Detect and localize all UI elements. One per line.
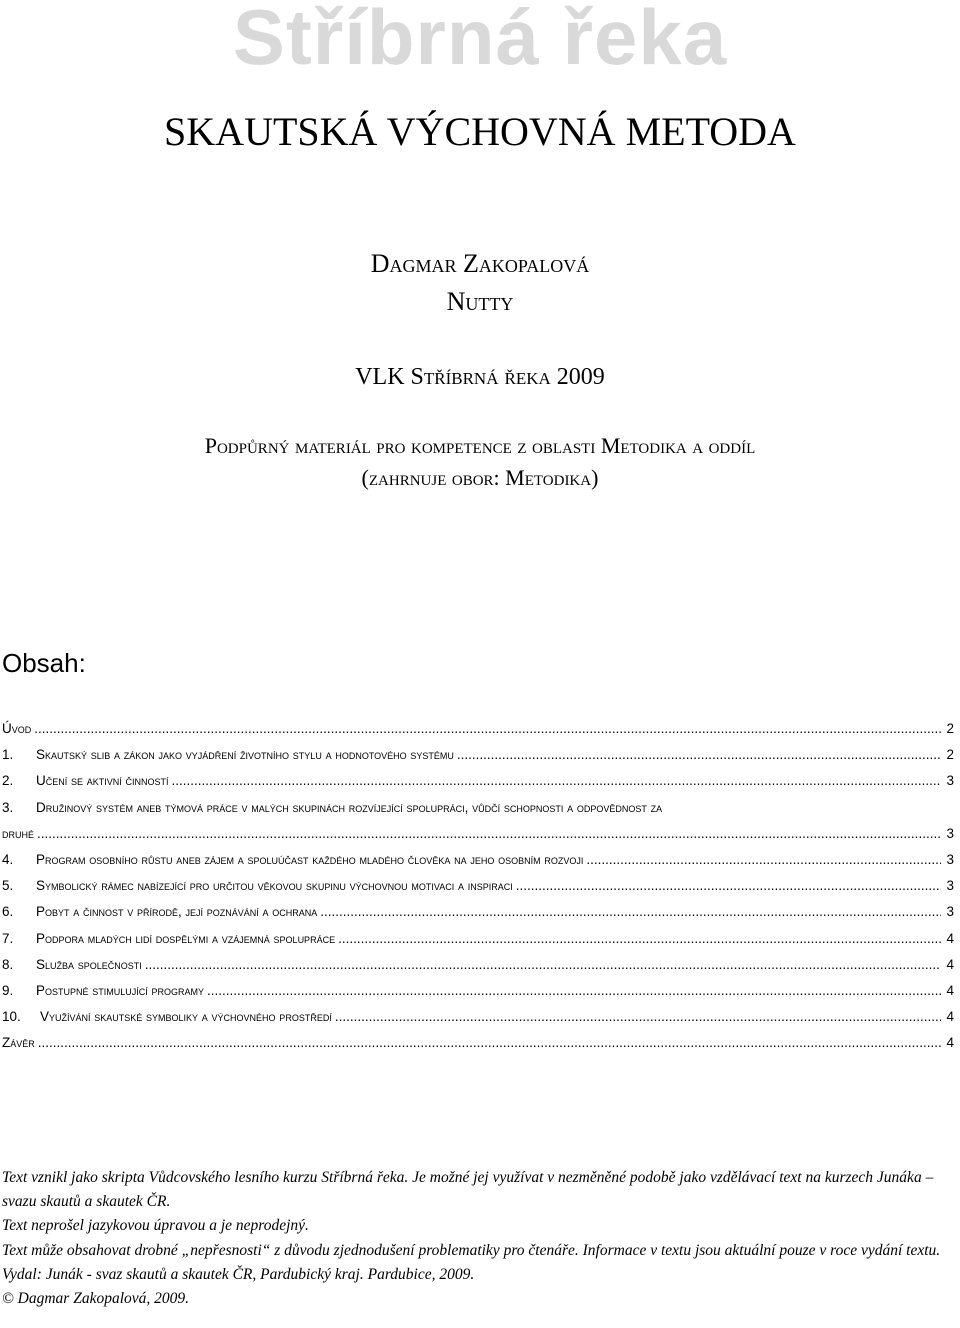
toc-entry-number: 8. (2, 956, 14, 972)
toc-entry-text: Služba společnosti (36, 956, 142, 972)
toc-entry-7[interactable] (2, 926, 954, 952)
toc-entry-text: Družinový systém aneb týmová práce v malých skupinách rozvíjející spolupráci, vůdčí schopnosti a odpovědnost za (36, 799, 663, 815)
toc-entry-number: 3. (2, 799, 14, 815)
toc-entry-text: Závěr (2, 1035, 35, 1051)
toc-entry-number: 4. (2, 851, 14, 867)
toc-entry-page: 2 (946, 721, 954, 736)
toc-entry-text: Podpora mladých lidí dospělými a vzájemná spolupráce (36, 930, 336, 946)
toc-entry-number: 10. (2, 1009, 21, 1025)
toc-entry-page: 3 (946, 904, 954, 920)
toc-leader (34, 716, 941, 742)
toc-entry-text: Učení se aktivní činností (36, 773, 169, 789)
toc-entry-page: 4 (946, 1009, 954, 1025)
table-of-contents (2, 716, 954, 1056)
toc-entry-page: 2 (946, 747, 954, 763)
author-nickname: Nutty (446, 287, 514, 316)
toc-entry-number: 5. (2, 878, 14, 894)
toc-entry-page: 4 (946, 930, 954, 946)
author-name: Dagmar Zakopalová (370, 249, 590, 278)
toc-leader (457, 742, 941, 768)
toc-entry-text: Symbolický rámec nabízející pro určitou věkovou skupinu výchovnou motivaci a inspiraci (36, 878, 513, 894)
toc-entry-4[interactable] (2, 847, 954, 873)
toc-entry-10[interactable] (2, 1004, 954, 1030)
toc-entry-text: Pobyt a činnost v přírodě, její poznávání a ochrana (36, 904, 318, 920)
toc-entry-2[interactable] (2, 768, 954, 794)
footer-notes (2, 1166, 958, 1311)
toc-entry-8[interactable] (2, 952, 954, 978)
toc-entry-text: Program osobního růstu aneb zájem a spoluúčast každého mladého člověka na jeho osobním rozvoji (36, 851, 584, 867)
toc-entry-zaver[interactable] (2, 1030, 954, 1056)
footer-note-publisher: Vydal: Junák - svaz skautů a skautek ČR, Pardubický kraj. Pardubice, 2009. (2, 1265, 475, 1283)
toc-entry-text: Skautský slib a zákon jako vyjádření životního stylu a hodnotového systému (36, 747, 454, 763)
toc-entry-page: 4 (946, 1035, 954, 1051)
toc-entry-3[interactable] (2, 795, 954, 847)
toc-entry-1[interactable] (2, 742, 954, 768)
toc-leader (516, 873, 941, 899)
toc-leader (37, 821, 941, 847)
toc-leader (586, 847, 941, 873)
toc-entry-page: 3 (946, 851, 954, 867)
toc-leader (335, 1004, 941, 1030)
toc-leader (207, 978, 941, 1004)
toc-leader (338, 926, 941, 952)
toc-entry-5[interactable] (2, 873, 954, 899)
main-title: SKAUTSKÁ VÝCHOVNÁ METODA (164, 109, 796, 154)
footer-note-language: Text neprošel jazykovou úpravou a je neprodejný. (2, 1217, 309, 1235)
footer-note-accuracy: Text může obsahovat drobné „nepřesnosti“ z důvodu zjednodušení problematiky pro čtenáře. Informace v textu jsou aktuální pouze v roce vydání textu. (2, 1241, 941, 1259)
toc-entry-text: Využívání skautské symboliky a výchovného prostředí (40, 1009, 332, 1025)
footer-note-copyright: © Dagmar Zakopalová, 2009. (2, 1290, 190, 1308)
toc-leader (172, 768, 941, 794)
toc-leader (145, 952, 941, 978)
toc-entry-number: 7. (2, 930, 14, 946)
toc-entry-6[interactable] (2, 899, 954, 925)
toc-entry-number: 2. (2, 773, 14, 789)
toc-entry-page: 4 (946, 956, 954, 972)
subtitle-line-2: (zahrnuje obor: Metodika) (361, 465, 599, 490)
toc-entry-number: 1. (2, 747, 14, 763)
toc-entry-page: 3 (946, 878, 954, 894)
toc-entry-number: 9. (2, 982, 14, 998)
toc-leader (320, 899, 941, 925)
toc-entry-page: 4 (946, 982, 954, 998)
footer-note-origin: Text vznikl jako skripta Vůdcovského lesního kurzu Stříbrná řeka. Je možné jej využívat v nezměněné podobě jako vzdělávací text na kurzech Junáka – svazu skautů a skautek ČR. (2, 1169, 934, 1211)
toc-entry-text: Úvod (2, 721, 32, 736)
course-name: VLK Stříbrná řeka 2009 (355, 364, 605, 390)
toc-entry-number: 6. (2, 904, 14, 920)
toc-leader (38, 1030, 941, 1056)
toc-entry-text: Postupné stimulující programy (36, 982, 205, 998)
subtitle-line-1: Podpůrný materiál pro kompetence z oblasti Metodika a oddíl (204, 433, 756, 458)
toc-entry-page: 3 (946, 773, 954, 789)
toc-entry-9[interactable] (2, 978, 954, 1004)
toc-heading: Obsah: (2, 648, 86, 678)
toc-entry-text-continued: druhé (2, 825, 35, 841)
toc-entry-uvod[interactable] (2, 716, 954, 742)
watermark-title: Stříbrná řeka (232, 0, 728, 81)
toc-entry-page: 3 (946, 825, 954, 841)
